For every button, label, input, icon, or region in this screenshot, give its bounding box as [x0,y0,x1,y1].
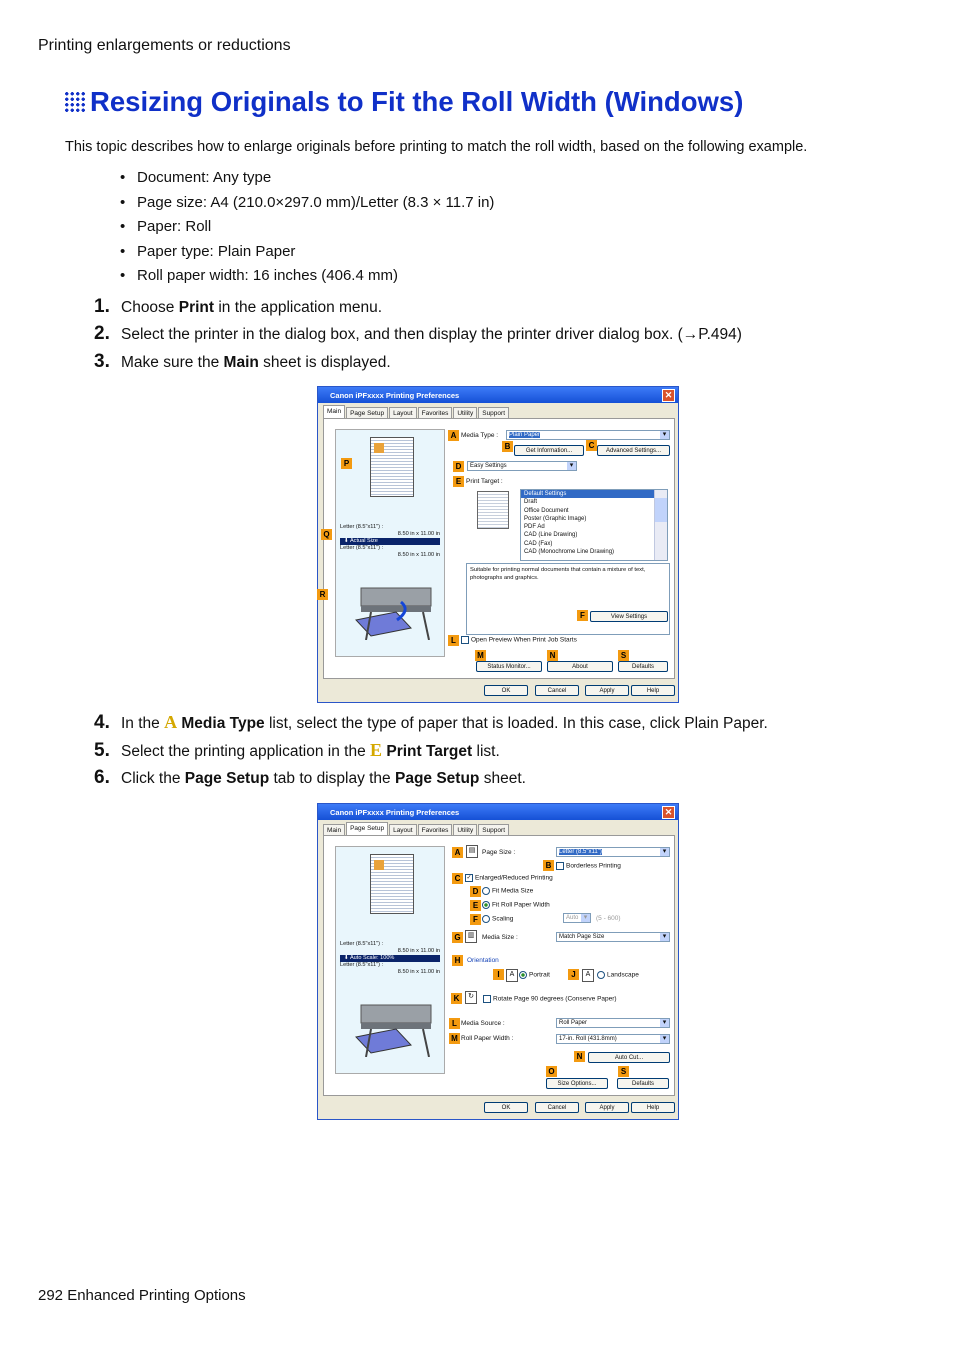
list-item: • Page size: A4 (210.0×297.0 mm)/Letter (8.3 × 11.7 in) [120,193,494,218]
status-monitor-button[interactable]: Status Monitor... [476,661,542,672]
list-item[interactable]: CAD (Fax) [524,540,553,547]
page-thumbnail [370,854,414,914]
media-source-select[interactable]: Roll Paper ▾ [556,1018,670,1028]
borderless-option[interactable] [556,862,621,870]
callout-f: F [470,914,481,925]
step-6 [94,767,526,789]
portrait-option[interactable] [519,971,550,979]
callout-r: R [317,589,328,600]
close-icon[interactable]: ✕ [662,806,675,819]
landscape-option[interactable] [597,971,639,979]
target-description: Suitable for printing normal documents that contain a mixture of text, photographs and graphics. [466,563,670,635]
callout-l: L [448,635,459,646]
image-icon [374,443,384,453]
scrollbar[interactable] [654,490,667,560]
page-setup-sheet [323,835,675,1096]
callout-b: B [543,860,554,871]
step-text: Select the printer in the dialog box, and then display the printer driver dialog box. (→P.494) [121,326,742,343]
list-item: • Paper: Roll [120,217,494,242]
preview-line: 8.50 in x 11.00 in [397,969,440,975]
preview-line: 8.50 in x 11.00 in [397,948,440,954]
callout-g: G [452,932,463,943]
step-bold: Main [223,354,259,371]
fit-media-label: Fit Media Size [492,887,534,895]
callout-d: D [470,886,481,897]
callout-a: A [448,430,459,441]
list-item[interactable]: CAD (Monochrome Line Drawing) [524,549,615,556]
apply-button[interactable]: Apply [585,1102,629,1113]
page-thumbnail [370,437,414,497]
callout-i: I [493,969,504,980]
callout-a: A [452,847,463,858]
step-bold: Print Target [382,743,473,760]
media-size-icon: ▥ [465,930,477,943]
apply-button[interactable]: Apply [585,685,629,696]
callout-s: S [618,650,629,661]
landscape-radio[interactable] [597,971,605,979]
step-text: sheet is displayed. [258,354,391,371]
tab-utility[interactable]: Utility [453,824,477,836]
step-bold: Page Setup [394,770,480,787]
preview-line: Letter (8.5"x11") : [340,524,384,530]
list-item: • Roll paper width: 16 inches (406.4 mm) [120,266,494,291]
step-number: 2. [94,323,110,344]
borderless-checkbox[interactable] [556,862,564,870]
callout-e: E [470,900,481,911]
main-sheet [319,418,675,679]
preview-pane [335,846,445,1074]
media-source-label: Media Source : [461,1020,505,1027]
scaling-input[interactable]: Auto ▾ [563,913,591,923]
step-bold: Media Type [177,715,265,732]
landscape-label: Landscape [607,971,639,979]
step-text: Click the [121,770,185,787]
title-bar [318,804,678,820]
list-item: • Paper type: Plain Paper [120,242,494,267]
tab-support[interactable]: Support [478,824,509,836]
get-information-button[interactable]: Get Information... [514,445,584,456]
callout-tag: A [164,712,178,732]
tab-page-setup[interactable]: Page Setup [346,407,388,419]
list-item[interactable]: PDF Ad [524,524,545,531]
callout-n: N [574,1051,585,1062]
step-2 [94,323,742,345]
open-preview-label: Open Preview When Print Job Starts [471,636,577,644]
list-item[interactable]: Draft [524,499,538,506]
step-text: sheet. [479,770,526,787]
enlarged-label: Enlarged/Reduced Printing [475,874,553,882]
roll-width-select[interactable]: 17-in. Roll (431.8mm) ▾ [556,1034,670,1044]
callout-f: F [577,610,588,621]
portrait-label: Portrait [529,971,550,979]
callout-m: M [449,1033,460,1044]
image-icon [374,860,384,870]
step-text: Make sure the [121,354,224,371]
media-size-select[interactable]: Match Page Size ▾ [556,932,670,942]
preview-info [340,941,440,976]
tab-page-setup[interactable]: Page Setup [346,822,388,836]
step-text: Select the printing application in the [121,743,371,760]
enlarged-option[interactable] [465,874,553,882]
step-bold: Print [178,299,215,316]
preview-mode: ⬇ Actual Size [340,538,440,545]
media-type-label: Media Type : [461,432,499,439]
list-item[interactable]: Default Settings [521,490,667,498]
step-number: 1. [94,296,110,317]
tab-favorites[interactable]: Favorites [418,407,453,419]
rotate-icon: ↻ [465,991,477,1004]
preview-mode-label: Actual Size [349,538,378,544]
easy-settings-select[interactable]: Easy Settings ▾ [467,461,577,471]
tab-layout[interactable]: Layout [389,407,417,419]
step-4 [94,712,768,734]
open-preview-option[interactable] [461,636,577,644]
fit-media-radio[interactable] [482,887,490,895]
tab-favorites[interactable]: Favorites [418,824,453,836]
example-conditions-list [120,168,494,291]
media-type-value: Plain Paper [509,432,541,438]
callout-m: M [475,650,486,661]
preview-mode-label: Auto Scale: 100% [349,955,395,961]
page-icon: ▤ [466,845,478,858]
printer-illustration [351,580,439,640]
page-size-label: Page Size : [482,849,516,856]
section-title-text: Resizing Originals to Fit the Roll Width (Windows) [90,86,744,117]
callout-j: J [568,969,579,980]
step-text: in the application menu. [214,299,383,316]
fit-roll-option[interactable] [482,901,550,909]
tab-utility[interactable]: Utility [453,407,477,419]
scaling-label: Scaling [492,915,514,923]
enlarged-checkbox[interactable]: ✓ [466,875,472,881]
size-options-button[interactable]: Size Options... [546,1078,608,1089]
callout-s: S [618,1066,629,1077]
scaling-option[interactable] [482,915,513,923]
title-bar [318,387,678,403]
step-5 [94,740,500,762]
callout-d: D [453,461,464,472]
defaults-button[interactable]: Defaults [618,661,668,672]
step-number: 5. [94,740,110,761]
scroll-thumb[interactable] [655,498,667,522]
callout-b: B [502,441,513,452]
tab-main[interactable]: Main [323,405,345,419]
callout-o: O [546,1066,557,1077]
step-text: Choose [121,299,179,316]
preview-info [340,524,440,559]
ok-button[interactable]: OK [484,685,528,696]
callout-k: K [451,993,462,1004]
preview-mode: ⬇ Auto Scale: 100% [340,955,440,962]
open-preview-checkbox[interactable] [461,636,469,644]
borderless-label: Borderless Printing [566,862,621,870]
callout-c: C [452,873,463,884]
step-text: list. [472,743,500,760]
target-thumbnail [477,491,509,529]
preview-line: Letter (8.5"x11") : [340,545,384,551]
help-button[interactable]: Help [631,685,675,696]
help-button[interactable]: Help [631,1102,675,1113]
printing-preferences-dialog-main [317,386,679,703]
callout-e: E [453,476,464,487]
fit-roll-label: Fit Roll Paper Width [492,901,550,909]
cancel-button[interactable]: Cancel [535,685,579,696]
close-icon[interactable]: ✕ [662,389,675,402]
grid-icon [64,91,86,113]
step-number: 6. [94,767,110,788]
list-item[interactable]: Office Document [524,507,569,514]
portrait-radio[interactable] [519,971,527,979]
section-title [64,86,743,118]
preview-line: 8.50 in x 11.00 in [397,552,440,558]
printer-illustration [351,997,439,1057]
about-button[interactable]: About [547,661,613,672]
tab-main[interactable]: Main [323,824,345,836]
view-settings-button[interactable]: View Settings [590,611,668,622]
portrait-icon: A [506,969,518,982]
page-size-select[interactable] [556,847,670,857]
ok-button[interactable]: OK [484,1102,528,1113]
tab-support[interactable]: Support [478,407,509,419]
defaults-button[interactable]: Defaults [617,1078,669,1089]
dialog-title: Canon iPFxxxx Printing Preferences [330,391,460,400]
callout-n: N [547,650,558,661]
callout-c: C [586,440,597,451]
media-size-label: Media Size : [482,934,518,941]
rotate-label: Rotate Page 90 degrees (Conserve Paper) [493,995,617,1003]
step-bold: Page Setup [184,770,270,787]
dialog-title: Canon iPFxxxx Printing Preferences [330,808,460,817]
preview-line: Letter (8.5"x11") : [340,962,384,968]
auto-cut-button[interactable]: Auto Cut... [588,1052,670,1063]
list-item: • Document: Any type [120,168,494,193]
step-1 [94,296,382,318]
callout-p: P [341,458,352,469]
step-text: tab to display the [269,770,395,787]
intro-paragraph: This topic describes how to enlarge originals before printing to match the roll width, based on the following example. [65,139,808,155]
preview-line: 8.50 in x 11.00 in [397,531,440,537]
orientation-label: Orientation [467,957,499,964]
callout-q: Q [321,529,332,540]
running-header: Printing enlargements or reductions [38,37,291,54]
callout-tag: E [370,740,383,760]
media-type-select[interactable] [506,430,670,440]
print-target-list[interactable] [520,489,668,561]
page-size-value: Letter (8.5"x11") [559,849,602,855]
tab-layout[interactable]: Layout [389,824,417,836]
fit-media-option[interactable] [482,887,533,895]
print-target-label: Print Target : [466,478,503,485]
fit-roll-radio[interactable] [482,901,490,909]
step-3 [94,351,391,373]
callout-h: H [452,955,463,966]
preview-line: Letter (8.5"x11") : [340,941,384,947]
rotate-checkbox[interactable] [483,995,491,1003]
list-item[interactable]: Poster (Graphic Image) [524,515,587,522]
step-number: 3. [94,351,110,372]
step-number: 4. [94,712,110,733]
callout-l: L [449,1018,460,1029]
printing-preferences-dialog-page-setup [317,803,679,1120]
rotate-option[interactable] [483,995,617,1003]
landscape-icon: A [582,969,594,982]
list-item[interactable]: CAD (Line Drawing) [524,532,578,539]
scaling-range: (5 - 600) [596,915,621,922]
cancel-button[interactable]: Cancel [535,1102,579,1113]
scaling-radio[interactable] [482,915,490,923]
roll-width-label: Roll Paper Width : [461,1035,514,1042]
page-footer: 292 Enhanced Printing Options [38,1287,246,1304]
step-text: list, select the type of paper that is loaded. In this case, click Plain Paper. [264,715,768,732]
step-text: In the [121,715,165,732]
advanced-settings-button[interactable]: Advanced Settings... [597,445,670,456]
